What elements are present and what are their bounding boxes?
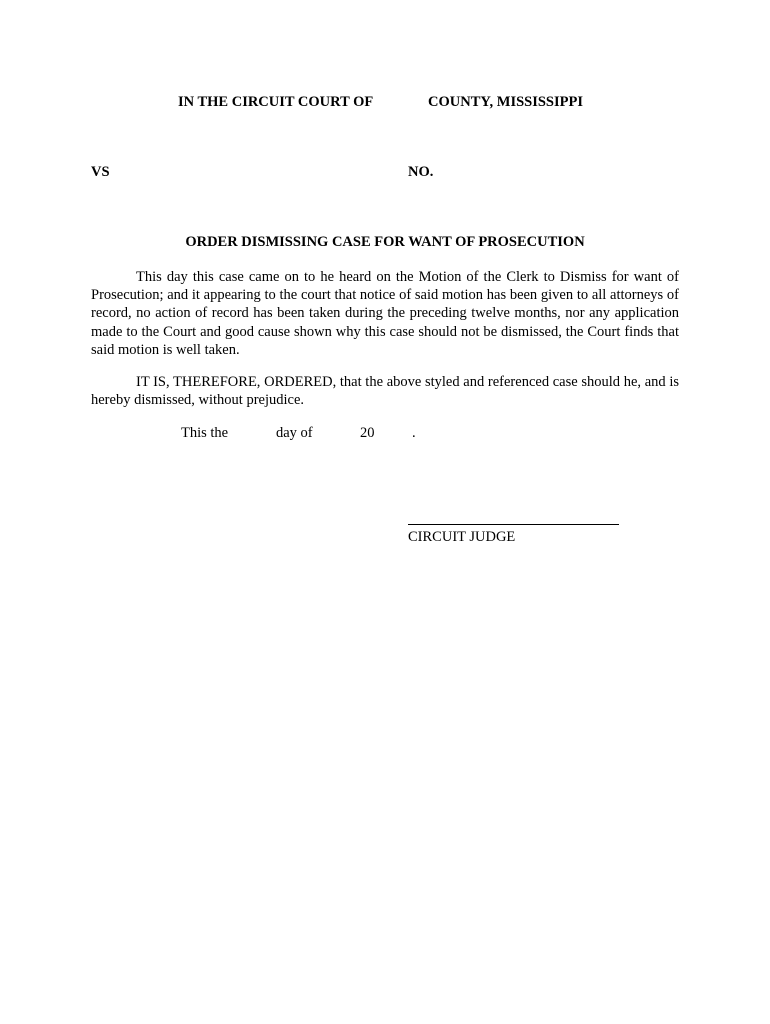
order-title: ORDER DISMISSING CASE FOR WANT OF PROSECUTION [185,234,585,250]
date-day-of: day of [276,425,313,441]
date-this-the: This the [181,425,229,441]
county-heading: COUNTY, MISSISSIPPI [428,94,583,110]
date-period: . [412,425,416,441]
signature-label: CIRCUIT JUDGE [408,529,516,545]
versus-label: VS [91,164,110,180]
court-heading: IN THE CIRCUIT COURT OF [178,94,374,110]
signature-line [408,524,619,525]
date-year-prefix: 20 [360,425,375,441]
case-number-label: NO. [408,164,434,180]
order-paragraph-1: This day this case came on to he heard on the Motion of the Clerk to Dismiss for want of Prosecution; and it appearing to the court that notice of said motion has been given to all attorneys of record, no action of record has been taken during the preceding twelve months, nor any application made to the Court and good cause shown why this case should not be dismissed, the Court finds that said motion is well taken. [91,269,679,358]
order-paragraph-2: IT IS, THEREFORE, ORDERED, that the above styled and referenced case should he, and is hereby dismissed, without prejudice. [91,374,679,409]
